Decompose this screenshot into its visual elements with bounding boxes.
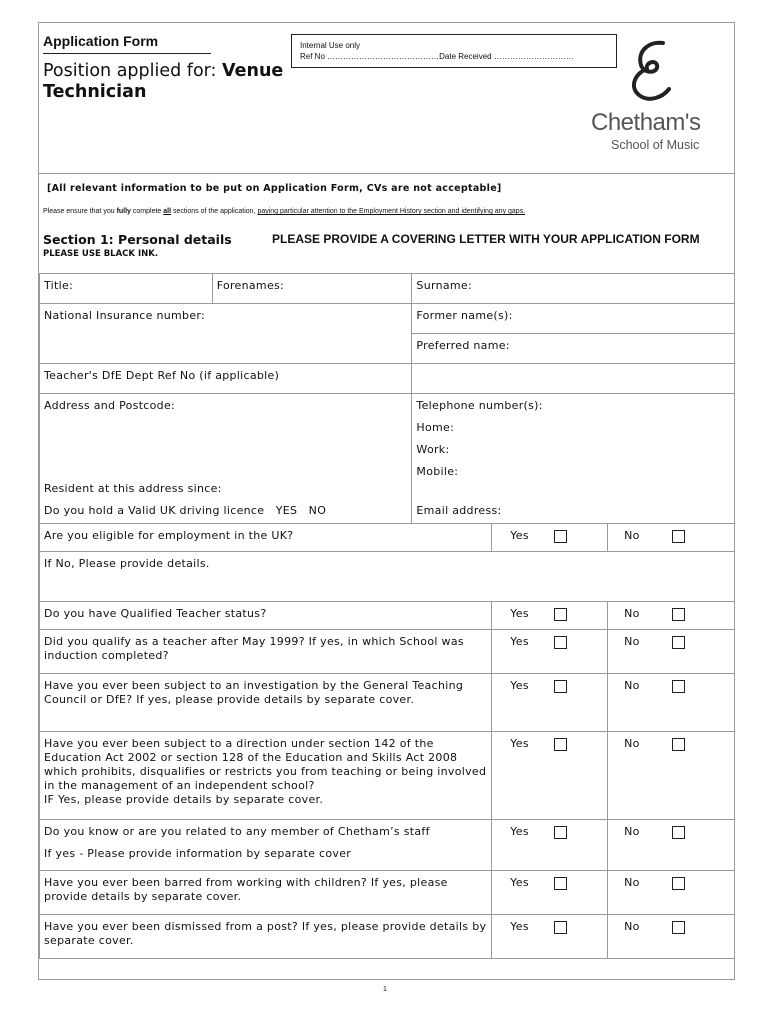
direction-no-checkbox-cell[interactable] bbox=[668, 732, 735, 820]
checkbox[interactable] bbox=[672, 738, 685, 751]
checkbox[interactable] bbox=[672, 921, 685, 934]
direction-detail-text: IF Yes, please provide details by separate cover. bbox=[44, 793, 324, 806]
resident-since-label: Resident at this address since: bbox=[44, 482, 222, 495]
preferred-name-field[interactable]: Preferred name: bbox=[412, 334, 735, 364]
ni-number-field[interactable]: National Insurance number: bbox=[40, 304, 412, 364]
checkbox[interactable] bbox=[554, 877, 567, 890]
dismissed-no[interactable]: No bbox=[608, 915, 668, 959]
title-underline bbox=[43, 53, 211, 54]
qualify-yes[interactable]: Yes bbox=[492, 630, 550, 674]
investigation-yes-checkbox-cell[interactable] bbox=[550, 674, 608, 732]
related-yes-checkbox-cell[interactable] bbox=[550, 820, 608, 871]
qts-yes[interactable]: Yes bbox=[492, 602, 550, 630]
telephone-field[interactable] bbox=[412, 394, 735, 524]
internal-ref-line: Ref No ……………………………………Date Received ………………………… bbox=[300, 52, 574, 61]
related-no[interactable]: No bbox=[608, 820, 668, 871]
address-label: Address and Postcode: bbox=[44, 399, 176, 412]
barred-yes-checkbox-cell[interactable] bbox=[550, 871, 608, 915]
checkbox[interactable] bbox=[672, 680, 685, 693]
investigation-no-checkbox-cell[interactable] bbox=[668, 674, 735, 732]
logo-subtitle: School of Music bbox=[611, 138, 700, 152]
title-field[interactable]: Title: bbox=[40, 274, 213, 304]
checkbox[interactable] bbox=[554, 826, 567, 839]
driving-licence-label: Do you hold a Valid UK driving licence YES NO bbox=[44, 504, 327, 517]
forenames-field[interactable]: Forenames: bbox=[212, 274, 412, 304]
related-yes[interactable]: Yes bbox=[492, 820, 550, 871]
qualify-no-checkbox-cell[interactable] bbox=[668, 630, 735, 674]
covering-letter-notice: PLEASE PROVIDE A COVERING LETTER WITH YOUR APPLICATION FORM bbox=[272, 232, 700, 246]
mobile-phone-label: Mobile: bbox=[416, 465, 459, 478]
checkbox[interactable] bbox=[554, 738, 567, 751]
completion-instructions: Please ensure that you fully complete all sections of the application, paying particular attention to the Employment History section and identifying any gaps. bbox=[43, 208, 526, 215]
related-no-checkbox-cell[interactable] bbox=[668, 820, 735, 871]
direction-no[interactable]: No bbox=[608, 732, 668, 820]
direction-yes-checkbox-cell[interactable] bbox=[550, 732, 608, 820]
telephone-label: Telephone number(s): bbox=[416, 399, 543, 412]
barred-question: Have you ever been barred from working with children? If yes, please provide details by separate cover. bbox=[40, 871, 492, 915]
qts-no[interactable]: No bbox=[608, 602, 668, 630]
surname-field[interactable]: Surname: bbox=[412, 274, 735, 304]
former-names-field[interactable]: Former name(s): bbox=[412, 304, 735, 334]
dismissed-yes[interactable]: Yes bbox=[492, 915, 550, 959]
eligibility-question: Are you eligible for employment in the UK? bbox=[40, 524, 492, 552]
work-phone-label: Work: bbox=[416, 443, 450, 456]
qts-yes-checkbox-cell[interactable] bbox=[550, 602, 608, 630]
barred-yes[interactable]: Yes bbox=[492, 871, 550, 915]
checkbox[interactable] bbox=[672, 877, 685, 890]
direction-yes[interactable]: Yes bbox=[492, 732, 550, 820]
logo-name: Chetham's bbox=[591, 109, 701, 136]
related-question-text: Do you know or are you related to any member of Chetham’s staff bbox=[44, 825, 430, 838]
form-page bbox=[38, 22, 735, 980]
direction-question bbox=[40, 732, 492, 820]
dfe-ref-field[interactable]: Teacher's DfE Dept Ref No (if applicable) bbox=[40, 364, 412, 394]
if-no-details-field[interactable]: If No, Please provide details. bbox=[40, 552, 735, 602]
qts-question: Do you have Qualified Teacher status? bbox=[40, 602, 492, 630]
direction-question-text: Have you ever been subject to a direction under section 142 of the Education Act 2002 or section 128 of the Education and Skills Act 2008 which prohibits, disqualifies or restricts you from teaching or being involved in the management of an independent school? bbox=[44, 737, 487, 792]
checkbox[interactable] bbox=[554, 608, 567, 621]
header-divider bbox=[39, 173, 734, 174]
checkbox[interactable] bbox=[672, 530, 685, 543]
checkbox[interactable] bbox=[672, 608, 685, 621]
home-phone-label: Home: bbox=[416, 421, 455, 434]
qualify-question: Did you qualify as a teacher after May 1999? If yes, in which School was induction completed? bbox=[40, 630, 492, 674]
internal-use-box bbox=[291, 34, 617, 68]
checkbox[interactable] bbox=[554, 530, 567, 543]
email-label: Email address: bbox=[416, 504, 502, 517]
address-field[interactable] bbox=[40, 394, 412, 524]
dfe-ref-value[interactable] bbox=[412, 364, 735, 394]
form-title: Application Form bbox=[43, 33, 159, 49]
related-detail-text: If yes - Please provide information by separate cover bbox=[44, 847, 352, 860]
related-question bbox=[40, 820, 492, 871]
checkbox[interactable] bbox=[672, 826, 685, 839]
chethams-logo-icon bbox=[619, 35, 679, 105]
eligible-yes[interactable]: Yes bbox=[492, 524, 550, 552]
personal-details-table bbox=[39, 273, 735, 959]
checkbox[interactable] bbox=[554, 636, 567, 649]
checkbox[interactable] bbox=[672, 636, 685, 649]
internal-use-title: Internal Use only bbox=[300, 41, 361, 50]
cv-notice: [All relevant information to be put on Application Form, CVs are not acceptable] bbox=[47, 183, 502, 194]
dismissed-question: Have you ever been dismissed from a post? If yes, please provide details by separate cover. bbox=[40, 915, 492, 959]
eligible-yes-checkbox-cell[interactable] bbox=[550, 524, 608, 552]
checkbox[interactable] bbox=[554, 921, 567, 934]
section-title: Section 1: Personal details bbox=[43, 232, 232, 247]
checkbox[interactable] bbox=[554, 680, 567, 693]
position-applied: Position applied for: Venue Technician bbox=[43, 61, 284, 102]
dismissed-no-checkbox-cell[interactable] bbox=[668, 915, 735, 959]
eligible-no[interactable]: No bbox=[608, 524, 668, 552]
qts-no-checkbox-cell[interactable] bbox=[668, 602, 735, 630]
qualify-yes-checkbox-cell[interactable] bbox=[550, 630, 608, 674]
dismissed-yes-checkbox-cell[interactable] bbox=[550, 915, 608, 959]
investigation-no[interactable]: No bbox=[608, 674, 668, 732]
barred-no-checkbox-cell[interactable] bbox=[668, 871, 735, 915]
barred-no[interactable]: No bbox=[608, 871, 668, 915]
eligible-no-checkbox-cell[interactable] bbox=[668, 524, 735, 552]
page-number: 1 bbox=[383, 986, 387, 993]
qualify-no[interactable]: No bbox=[608, 630, 668, 674]
black-ink-notice: PLEASE USE BLACK INK. bbox=[43, 249, 159, 259]
investigation-yes[interactable]: Yes bbox=[492, 674, 550, 732]
investigation-question: Have you ever been subject to an investigation by the General Teaching Council or DfE? If yes, please provide details by separate cover. bbox=[40, 674, 492, 732]
